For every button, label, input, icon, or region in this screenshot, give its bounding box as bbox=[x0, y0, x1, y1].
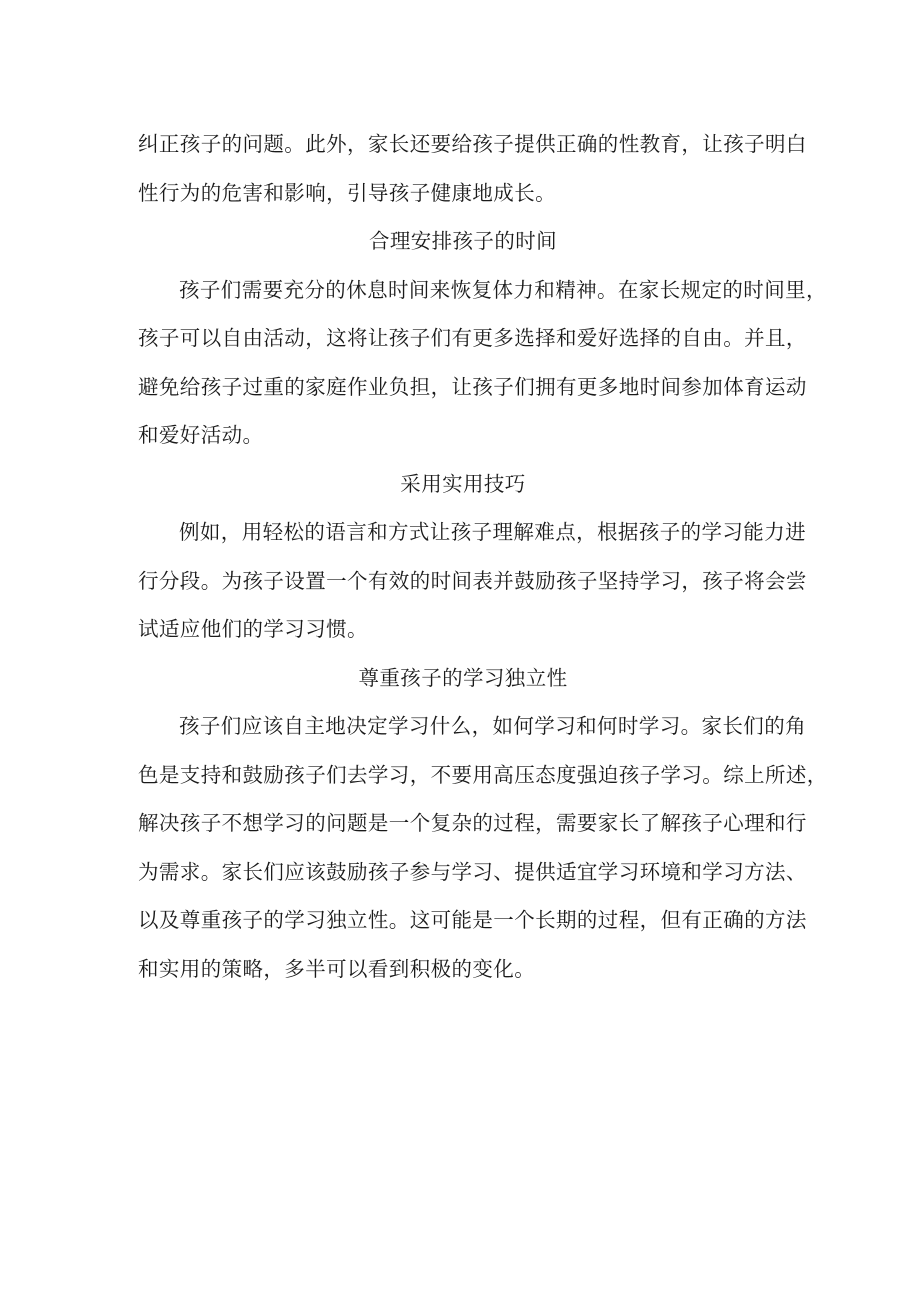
text-line: 为需求。家长们应该鼓励孩子参与学习、提供适宜学习环境和学习方法、 bbox=[138, 859, 807, 884]
text-line: 孩子们应该自主地决定学习什么，如何学习和何时学习。家长们的角 bbox=[179, 714, 806, 738]
text-line: 例如，用轻松的语言和方式让孩子理解难点，根据孩子的学习能力进 bbox=[179, 520, 806, 544]
text-line: 孩子可以自由活动，这将让孩子们有更多选择和爱好选择的自由。并且， bbox=[138, 326, 807, 350]
section-heading-time: 合理安排孩子的时间 bbox=[368, 229, 558, 253]
text-line: 和实用的策略，多半可以看到积极的变化。 bbox=[138, 956, 536, 981]
text-line: 孩子们需要充分的休息时间来恢复体力和精神。在家长规定的时间里， bbox=[179, 277, 827, 302]
text-line: 纠正孩子的问题。此外，家长还要给孩子提供正确的性教育，让孩子明白 bbox=[138, 132, 807, 156]
text-line: 行分段。为孩子设置一个有效的时间表并鼓励孩子坚持学习，孩子将会尝 bbox=[138, 568, 807, 593]
paragraph-independence bbox=[138, 702, 828, 993]
text-line: 性行为的危害和影响，引导孩子健康地成长。 bbox=[138, 180, 556, 205]
text-line: 解决孩子不想学习的问题是一个复杂的过程，需要家长了解孩子心理和行 bbox=[138, 811, 807, 835]
paragraph-techniques bbox=[138, 508, 807, 654]
text-line: 色是支持和鼓励孩子们去学习，不要用高压态度强迫孩子学习。综上所述， bbox=[138, 762, 828, 787]
paragraph-time bbox=[138, 266, 827, 460]
document-body bbox=[138, 120, 828, 993]
section-heading-techniques: 采用实用技巧 bbox=[400, 471, 526, 496]
text-line: 以及尊重孩子的学习独立性。这可能是一个长期的过程，但有正确的方法 bbox=[138, 908, 807, 932]
section-heading-independence: 尊重孩子的学习独立性 bbox=[358, 665, 568, 690]
text-line: 避免给孩子过重的家庭作业负担，让孩子们拥有更多地时间参加体育运动 bbox=[138, 374, 807, 399]
paragraph-continuation bbox=[138, 120, 807, 217]
text-line: 试适应他们的学习习惯。 bbox=[138, 617, 368, 641]
text-line: 和爱好活动。 bbox=[138, 423, 264, 447]
